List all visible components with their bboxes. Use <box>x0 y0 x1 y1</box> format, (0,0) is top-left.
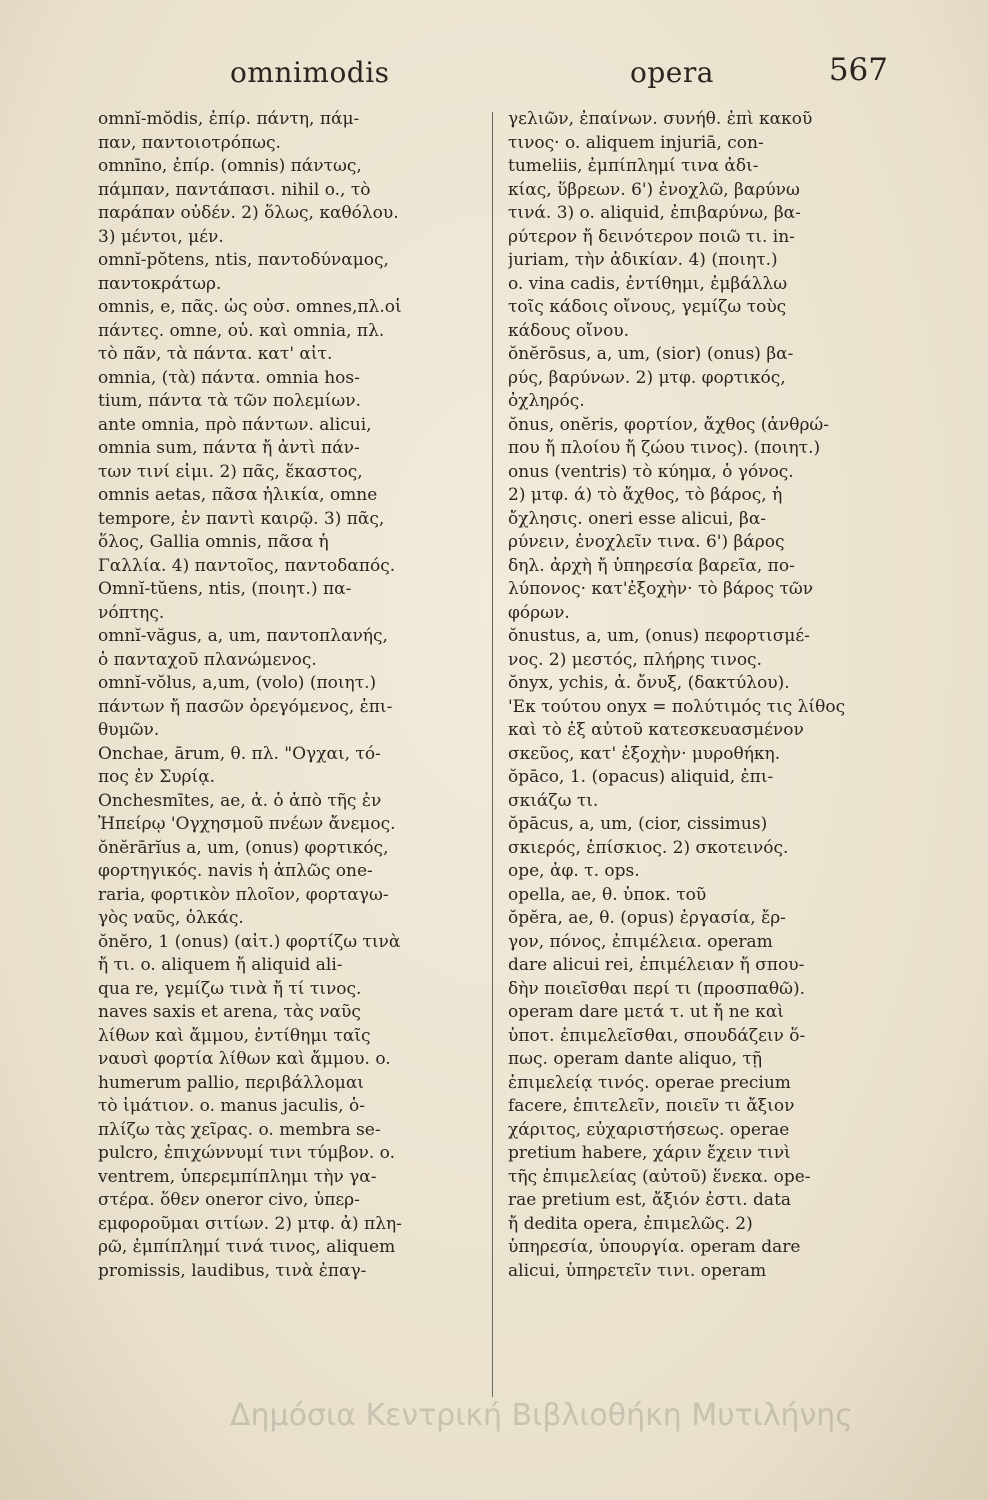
page-header <box>60 52 888 106</box>
library-watermark: Δημόσια Κεντρική Βιβλιοθήκη Μυτιλήνης <box>230 1398 853 1433</box>
text-line: ŏpĕra, ae, θ. (opus) ἐργασία, ἔρ- <box>508 908 786 928</box>
text-line: ŏpāco, 1. (opacus) aliquid, ἐπι- <box>508 767 774 787</box>
text-line: naves saxis et arena, τὰς ναῦς <box>98 1002 361 1022</box>
text-line: juriam, τὴν ἀδικίαν. 4) (ποιητ.) <box>508 250 778 270</box>
text-line: ŏnĕrārĭus a, um, (onus) φορτικός, <box>98 837 389 858</box>
text-line: κάδους οἴνου. <box>508 320 630 341</box>
text-line: πάντες. omne, οὐ. καὶ omnia, πλ. <box>98 320 385 341</box>
right-column <box>508 108 864 1283</box>
text-line: omnĭ-pŏtens, ntis, παντοδύναμος, <box>98 250 389 270</box>
text-line: πλίζω τὰς χεῖρας. o. membra se- <box>98 1119 381 1140</box>
text-line: τὸ πᾶν, τὰ πάντα. κατ' αἰτ. <box>98 344 333 364</box>
text-line: pulcro, ἐπιχώννυμί τινι τύμβον. o. <box>98 1143 396 1163</box>
text-line: κίας, ὕβρεων. 6') ἐνοχλῶ, βαρύνω <box>508 179 800 200</box>
text-line: τινά. 3) o. aliquid, ἐπιβαρύνω, βα- <box>508 203 801 223</box>
text-line: ope, ἀφ. τ. ops. <box>508 861 640 881</box>
text-line: σκεῦος, κατ' ἐξοχὴν· μυροθήκη. <box>508 743 781 764</box>
text-line: λύπονος· κατ'ἐξοχὴν· τὸ βάρος τῶν <box>508 579 814 599</box>
text-line: δηλ. ἀρχὴ ἤ ὑπηρεσία βαρεῖα, πο- <box>508 555 795 576</box>
text-line: rae pretium est, ἄξιόν ἐστι. data <box>508 1190 792 1210</box>
text-line: πως. operam dante aliquo, τῇ <box>508 1049 763 1069</box>
text-line: γὸς ναῦς, ὁλκάς. <box>98 908 244 928</box>
text-line: 3) μέντοι, μέν. <box>98 226 224 247</box>
text-line: ναυσὶ φορτία λίθων καὶ ἄμμου. o. <box>98 1049 391 1069</box>
text-line: facere, ἐπιτελεῖν, ποιεῖν τι ἄξιον <box>508 1096 795 1116</box>
text-line: tempore, ἐν παντὶ καιρῷ. 3) πᾶς, <box>98 508 385 529</box>
text-line: πάντων ἤ πασῶν ὀρεγόμενος, ἐπι- <box>98 696 393 717</box>
text-line: ρύνειν, ἐνοχλεῖν τινα. 6') βάρος <box>508 532 785 552</box>
text-line: Onchae, ārum, θ. πλ. "Ογχαι, τό- <box>98 743 381 764</box>
text-line: σκιερός, ἐπίσκιος. 2) σκοτεινός. <box>508 837 789 858</box>
text-line: τὸ ἱμάτιον. o. manus jaculis, ὁ- <box>98 1096 365 1116</box>
text-line: opella, ae, θ. ὑποκ. τοῦ <box>508 884 707 905</box>
text-line: omnis, e, πᾶς. ὡς οὐσ. omnes,πλ.οἱ <box>98 297 402 317</box>
text-line: omnĭ-mŏdis, ἐπίρ. πάντη, πάμ- <box>98 109 360 129</box>
text-line: ŏnĕro, 1 (onus) (αἰτ.) φορτίζω τινὰ <box>98 931 401 952</box>
text-line: στέρα. ὅθεν oneror civo, ὑπερ- <box>98 1190 360 1210</box>
text-line: omnĭ-văgus, a, um, παντοπλανής, <box>98 626 388 646</box>
text-line: τῆς ἐπιμελείας (αὐτοῦ) ἕνεκα. ope- <box>508 1166 811 1187</box>
text-line: νόπτης. <box>98 602 165 623</box>
left-guide-word: omnimodis <box>230 56 390 89</box>
text-line: ἐπιμελείᾳ τινός. operae precium <box>508 1072 791 1093</box>
text-line: φόρων. <box>508 602 570 623</box>
text-line: ὄχλησις. oneri esse alicui, βα- <box>508 508 767 529</box>
text-line: θυμῶν. <box>98 720 160 740</box>
text-line: alicui, ὑπηρετεῖν τινι. operam <box>508 1260 767 1281</box>
text-line: των τινί εἰμι. 2) πᾶς, ἕκαστος, <box>98 461 363 482</box>
text-line: qua re, γεμίζω τινὰ ἤ τί τινος. <box>98 978 362 999</box>
text-line: ὑποτ. ἐπιμελεῖσθαι, σπουδάζειν ὅ- <box>508 1025 806 1046</box>
text-line: ρῶ, ἐμπίπλημί τινά τινος, aliquem <box>98 1237 396 1257</box>
text-line: dare alicui rei, ἐπιμέλειαν ἤ σπου- <box>508 955 805 975</box>
text-line: χάριτος, εὐχαριστήσεως. operae <box>508 1119 790 1140</box>
text-line: γον, πόνος, ἐπιμέλεια. operam <box>508 931 773 952</box>
text-line: humerum pallio, περιβάλλομαι <box>98 1072 364 1093</box>
text-line: ante omnia, πρὸ πάντων. alicui, <box>98 414 372 435</box>
text-line: ŏnĕrōsus, a, um, (sior) (onus) βα- <box>508 344 794 364</box>
text-line: 'Εκ τούτου onyx = πολύτιμός τις λίθος <box>508 696 846 717</box>
text-line: omnia, (τὰ) πάντα. omnia hos- <box>98 367 360 388</box>
text-line: δὴν ποιεῖσθαι περί τι (προσπαθῶ). <box>508 978 806 999</box>
text-line: ὁ πανταχοῦ πλανώμενος. <box>98 649 317 670</box>
text-line: Onchesmītes, ae, ἀ. ὁ ἀπὸ τῆς ἐν <box>98 790 382 811</box>
text-line: που ἤ πλοίου ἤ ζώου τινος). (ποιητ.) <box>508 438 821 458</box>
text-line: ὑπηρεσία, ὑπουργία. operam dare <box>508 1237 801 1257</box>
text-line: ventrem, ὑπερεμπίπλημι τὴν γα- <box>98 1166 377 1187</box>
text-line: o. vina cadis, ἐντίθημι, ἐμβάλλω <box>508 273 788 294</box>
text-line: onus (ventris) τὸ κύημα, ὁ γόνος. <box>508 461 794 482</box>
text-line: pretium habere, χάριν ἔχειν τινὶ <box>508 1143 791 1163</box>
text-line: παν, παντοιοτρόπως. <box>98 132 281 153</box>
text-line: καὶ τὸ ἐξ αὐτοῦ κατεσκευασμένον <box>508 720 804 740</box>
text-line: omnia sum, πάντα ἤ ἀντὶ πάν- <box>98 438 360 458</box>
text-line: omnis aetas, πᾶσα ἡλικία, omne <box>98 485 378 505</box>
text-line: ŏpācus, a, um, (cior, cissimus) <box>508 814 768 834</box>
text-line: ŏnus, onĕris, φορτίον, ἄχθος (ἀνθρώ- <box>508 414 830 435</box>
text-line: παράπαν οὐδέν. 2) ὅλως, καθόλου. <box>98 203 399 223</box>
text-line: ὀχληρός. <box>508 391 585 411</box>
text-line: tium, πάντα τὰ τῶν πολεμίων. <box>98 391 362 411</box>
text-line: λίθων καὶ ἄμμου, ἐντίθημι ταῖς <box>98 1025 371 1046</box>
text-line: omnīno, ἐπίρ. (omnis) πάντως, <box>98 156 362 176</box>
text-line: Ἠπείρῳ 'Ογχησμοῦ πνέων ἄνεμος. <box>98 814 396 834</box>
text-line: raria, φορτικὸν πλοῖον, φορταγω- <box>98 884 389 905</box>
left-column <box>98 108 488 1283</box>
text-line: Γαλλία. 4) παντοῖος, παντοδαπός. <box>98 555 396 576</box>
text-line: πάμπαν, παντάπασι. nihil o., τὸ <box>98 179 371 200</box>
text-line: νος. 2) μεστός, πλήρης τινος. <box>508 649 762 670</box>
text-line: εμφοροῦμαι σιτίων. 2) μτφ. ἀ) πλη- <box>98 1213 402 1234</box>
column-divider <box>492 112 493 1397</box>
text-line: παντοκράτωρ. <box>98 273 222 294</box>
text-line: ἤ dedita opera, ἐπιμελῶς. 2) <box>508 1213 753 1234</box>
text-line: 2) μτφ. ά) τὸ ἄχθος, τὸ βάρος, ἡ <box>508 485 783 505</box>
text-line: ρύς, βαρύνων. 2) μτφ. φορτικός, <box>508 367 786 388</box>
text-line: tumeliis, ἐμπίπλημί τινα ἀδι- <box>508 156 759 176</box>
text-line: ŏnustus, a, um, (onus) πεφορτισμέ- <box>508 626 810 646</box>
text-line: τοῖς κάδοις οἴνους, γεμίζω τοὺς <box>508 297 787 317</box>
text-line: γελιῶν, ἐπαίνων. συνήθ. ἐπὶ κακοῦ <box>508 109 813 129</box>
text-line: τινος· o. aliquem injuriā, con- <box>508 132 764 153</box>
text-line: operam dare μετά τ. ut ἤ ne καὶ <box>508 1002 784 1022</box>
text-line: πος ἐν Συρίᾳ. <box>98 767 216 787</box>
text-line: promissis, laudibus, τινὰ ἐπαγ- <box>98 1260 367 1281</box>
text-line: ρύτερον ἤ δεινότερον ποιῶ τι. in- <box>508 226 795 247</box>
text-line: ŏnyx, ychis, ἀ. ὄνυξ, (δακτύλου). <box>508 673 790 693</box>
text-line: omnĭ-vŏlus, a,um, (volo) (ποιητ.) <box>98 673 377 693</box>
text-line: σκιάζω τι. <box>508 790 599 811</box>
right-guide-word: opera <box>630 56 714 89</box>
text-line: ὅλος, Gallia omnis, πᾶσα ἡ <box>98 532 329 552</box>
text-line: Omnĭ-tŭens, ntis, (ποιητ.) πα- <box>98 579 352 599</box>
text-line: ἤ τι. o. aliquem ἤ aliquid ali- <box>98 955 343 975</box>
page-number: 567 <box>828 52 888 88</box>
text-line: φορτηγικός. navis ἡ ἁπλῶς one- <box>98 861 373 881</box>
